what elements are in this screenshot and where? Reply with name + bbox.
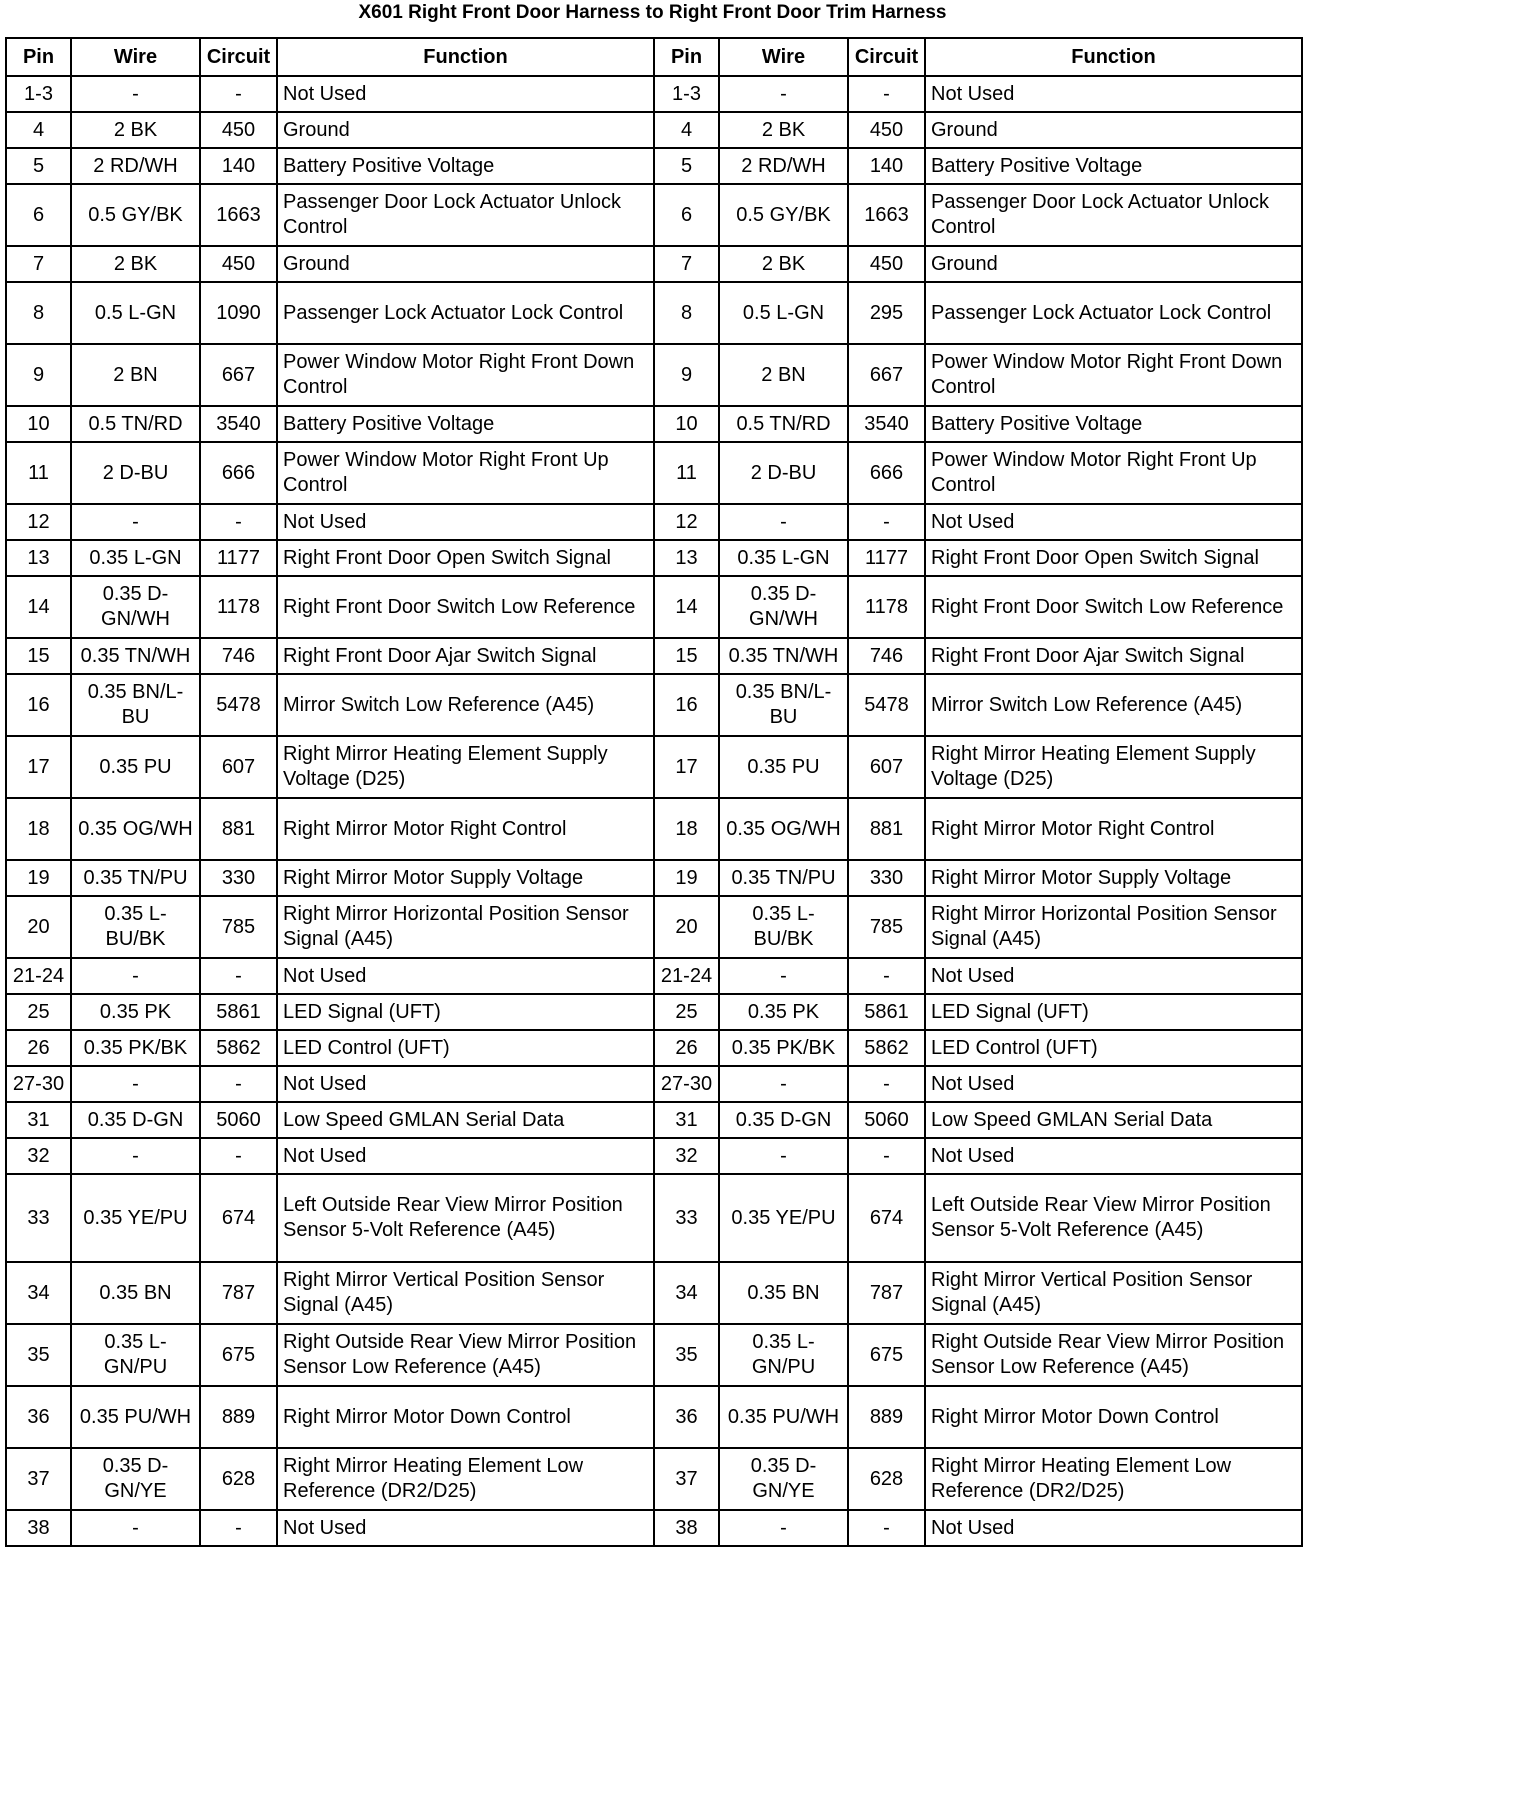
circuit-cell: 330 (200, 860, 277, 896)
pin-cell: 33 (6, 1174, 71, 1262)
circuit-cell: 746 (848, 638, 925, 674)
pin-cell: 31 (6, 1102, 71, 1138)
table-row (6, 344, 1302, 406)
wire-cell: 0.35 TN/WH (71, 638, 200, 674)
wire-cell: 0.35 D-GN/YE (719, 1448, 848, 1510)
table-row (6, 540, 1302, 576)
circuit-cell: 1090 (200, 282, 277, 344)
wire-cell: 0.35 PK/BK (71, 1030, 200, 1066)
circuit-cell: 140 (848, 148, 925, 184)
wire-cell: 0.35 L-GN/PU (71, 1324, 200, 1386)
wire-cell: 0.35 D-GN/WH (71, 576, 200, 638)
function-cell: Not Used (925, 504, 1302, 540)
function-cell: Battery Positive Voltage (925, 406, 1302, 442)
header-pin: Pin (6, 38, 71, 76)
pin-cell: 1-3 (6, 76, 71, 112)
function-cell: Right Mirror Heating Element Supply Voltage (D25) (277, 736, 654, 798)
wire-cell: 0.5 GY/BK (719, 184, 848, 246)
pin-cell: 37 (654, 1448, 719, 1510)
wire-cell: - (71, 958, 200, 994)
pin-cell: 15 (654, 638, 719, 674)
pin-cell: 25 (654, 994, 719, 1030)
circuit-cell: 330 (848, 860, 925, 896)
wire-cell: - (719, 1510, 848, 1546)
pin-cell: 31 (654, 1102, 719, 1138)
circuit-cell: 450 (200, 112, 277, 148)
wire-cell: 0.35 L-GN (719, 540, 848, 576)
circuit-cell: 3540 (848, 406, 925, 442)
pin-cell: 19 (654, 860, 719, 896)
pin-cell: 9 (654, 344, 719, 406)
table-row (6, 282, 1302, 344)
pin-cell: 32 (654, 1138, 719, 1174)
function-cell: Right Outside Rear View Mirror Position Sensor Low Reference (A45) (277, 1324, 654, 1386)
wire-cell: 0.35 PK/BK (719, 1030, 848, 1066)
circuit-cell: 140 (200, 148, 277, 184)
wire-cell: 0.5 TN/RD (71, 406, 200, 442)
circuit-cell: 450 (200, 246, 277, 282)
circuit-cell: 5060 (848, 1102, 925, 1138)
function-cell: Right Mirror Horizontal Position Sensor Signal (A45) (277, 896, 654, 958)
wire-cell: 0.35 D-GN/YE (71, 1448, 200, 1510)
header-function: Function (277, 38, 654, 76)
header-pin: Pin (654, 38, 719, 76)
circuit-cell: 666 (200, 442, 277, 504)
function-cell: Not Used (277, 504, 654, 540)
wire-cell: 2 BN (719, 344, 848, 406)
pin-cell: 13 (654, 540, 719, 576)
pin-cell: 35 (654, 1324, 719, 1386)
function-cell: Ground (925, 112, 1302, 148)
pin-cell: 12 (6, 504, 71, 540)
pin-cell: 8 (6, 282, 71, 344)
function-cell: Power Window Motor Right Front Up Control (925, 442, 1302, 504)
pin-cell: 12 (654, 504, 719, 540)
table-row (6, 442, 1302, 504)
function-cell: Not Used (925, 1066, 1302, 1102)
circuit-cell: 1178 (848, 576, 925, 638)
pin-cell: 17 (6, 736, 71, 798)
table-row (6, 1030, 1302, 1066)
wire-cell: 0.5 L-GN (71, 282, 200, 344)
function-cell: Not Used (277, 1510, 654, 1546)
table-title: X601 Right Front Door Harness to Right Front Door Trim Harness (358, 2, 947, 23)
wire-cell: - (71, 1066, 200, 1102)
pin-cell: 34 (654, 1262, 719, 1324)
circuit-cell: - (200, 958, 277, 994)
wire-cell: 2 BK (719, 246, 848, 282)
wire-cell: 0.35 PK (71, 994, 200, 1030)
pin-cell: 36 (654, 1386, 719, 1448)
function-cell: Right Mirror Heating Element Supply Voltage (D25) (925, 736, 1302, 798)
pin-cell: 5 (654, 148, 719, 184)
wire-cell: 2 RD/WH (71, 148, 200, 184)
wire-cell: 0.35 PU (719, 736, 848, 798)
function-cell: LED Signal (UFT) (925, 994, 1302, 1030)
pin-cell: 6 (654, 184, 719, 246)
function-cell: Battery Positive Voltage (277, 148, 654, 184)
pin-cell: 33 (654, 1174, 719, 1262)
circuit-cell: 666 (848, 442, 925, 504)
pin-cell: 25 (6, 994, 71, 1030)
function-cell: Right Mirror Motor Down Control (925, 1386, 1302, 1448)
circuit-cell: 674 (200, 1174, 277, 1262)
pin-cell: 4 (654, 112, 719, 148)
function-cell: Not Used (925, 1510, 1302, 1546)
table-row (6, 958, 1302, 994)
circuit-cell: 667 (200, 344, 277, 406)
pin-cell: 10 (654, 406, 719, 442)
circuit-cell: 1178 (200, 576, 277, 638)
circuit-cell: 295 (848, 282, 925, 344)
wire-cell: 0.35 YE/PU (719, 1174, 848, 1262)
wire-cell: 2 BK (71, 112, 200, 148)
pin-cell: 7 (654, 246, 719, 282)
table-row (6, 406, 1302, 442)
pin-cell: 35 (6, 1324, 71, 1386)
wire-cell: 0.35 BN/L-BU (719, 674, 848, 736)
circuit-cell: 5862 (200, 1030, 277, 1066)
function-cell: Not Used (925, 76, 1302, 112)
circuit-cell: - (200, 1510, 277, 1546)
function-cell: Battery Positive Voltage (925, 148, 1302, 184)
pin-cell: 36 (6, 1386, 71, 1448)
function-cell: Not Used (277, 1066, 654, 1102)
wire-cell: 0.5 L-GN (719, 282, 848, 344)
circuit-cell: 667 (848, 344, 925, 406)
function-cell: Right Mirror Motor Down Control (277, 1386, 654, 1448)
function-cell: LED Signal (UFT) (277, 994, 654, 1030)
wire-cell: 0.35 OG/WH (71, 798, 200, 860)
header-circuit: Circuit (848, 38, 925, 76)
header-function: Function (925, 38, 1302, 76)
circuit-cell: 450 (848, 246, 925, 282)
pin-cell: 17 (654, 736, 719, 798)
wire-cell: 2 RD/WH (719, 148, 848, 184)
function-cell: Right Mirror Vertical Position Sensor Signal (A45) (277, 1262, 654, 1324)
table-row (6, 994, 1302, 1030)
pin-cell: 11 (654, 442, 719, 504)
table-row (6, 674, 1302, 736)
circuit-cell: - (200, 1066, 277, 1102)
table-row (6, 1510, 1302, 1546)
circuit-cell: - (200, 76, 277, 112)
function-cell: Ground (925, 246, 1302, 282)
function-cell: Passenger Door Lock Actuator Unlock Control (925, 184, 1302, 246)
wire-cell: 0.35 TN/WH (719, 638, 848, 674)
circuit-cell: - (848, 1066, 925, 1102)
circuit-cell: 5862 (848, 1030, 925, 1066)
wire-cell: 0.35 PU (71, 736, 200, 798)
circuit-cell: 746 (200, 638, 277, 674)
wire-cell: - (719, 1066, 848, 1102)
circuit-cell: 5861 (848, 994, 925, 1030)
function-cell: Right Mirror Horizontal Position Sensor Signal (A45) (925, 896, 1302, 958)
function-cell: Power Window Motor Right Front Down Control (925, 344, 1302, 406)
function-cell: Power Window Motor Right Front Down Control (277, 344, 654, 406)
circuit-cell: 674 (848, 1174, 925, 1262)
wire-cell: - (71, 1510, 200, 1546)
wire-cell: 0.35 BN/L-BU (71, 674, 200, 736)
function-cell: Right Mirror Heating Element Low Reference (DR2/D25) (925, 1448, 1302, 1510)
pin-cell: 27-30 (654, 1066, 719, 1102)
function-cell: LED Control (UFT) (925, 1030, 1302, 1066)
pin-cell: 14 (654, 576, 719, 638)
function-cell: Passenger Lock Actuator Lock Control (925, 282, 1302, 344)
pin-cell: 4 (6, 112, 71, 148)
pin-cell: 26 (6, 1030, 71, 1066)
pin-cell: 27-30 (6, 1066, 71, 1102)
header-wire: Wire (71, 38, 200, 76)
wire-cell: 0.35 OG/WH (719, 798, 848, 860)
pin-cell: 20 (6, 896, 71, 958)
function-cell: Passenger Door Lock Actuator Unlock Control (277, 184, 654, 246)
circuit-cell: 607 (848, 736, 925, 798)
pin-cell: 26 (654, 1030, 719, 1066)
circuit-cell: 607 (200, 736, 277, 798)
table-row (6, 896, 1302, 958)
function-cell: Not Used (277, 1138, 654, 1174)
circuit-cell: - (200, 1138, 277, 1174)
pin-cell: 38 (654, 1510, 719, 1546)
pin-cell: 34 (6, 1262, 71, 1324)
pin-cell: 37 (6, 1448, 71, 1510)
function-cell: Power Window Motor Right Front Up Control (277, 442, 654, 504)
pin-cell: 11 (6, 442, 71, 504)
wire-cell: 0.35 TN/PU (71, 860, 200, 896)
pin-cell: 21-24 (654, 958, 719, 994)
function-cell: Right Mirror Motor Supply Voltage (277, 860, 654, 896)
wire-cell: 0.35 L-BU/BK (719, 896, 848, 958)
wire-cell: - (719, 1138, 848, 1174)
wire-cell: - (71, 1138, 200, 1174)
pin-cell: 20 (654, 896, 719, 958)
table-row (6, 1386, 1302, 1448)
table-row (6, 736, 1302, 798)
table-row (6, 76, 1302, 112)
pin-cell: 7 (6, 246, 71, 282)
circuit-cell: - (848, 1138, 925, 1174)
function-cell: Left Outside Rear View Mirror Position Sensor 5-Volt Reference (A45) (277, 1174, 654, 1262)
circuit-cell: 787 (200, 1262, 277, 1324)
pin-cell: 16 (6, 674, 71, 736)
table-row (6, 112, 1302, 148)
circuit-cell: 3540 (200, 406, 277, 442)
pin-cell: 13 (6, 540, 71, 576)
function-cell: Right Mirror Motor Right Control (277, 798, 654, 860)
pin-cell: 8 (654, 282, 719, 344)
circuit-cell: 1177 (200, 540, 277, 576)
wire-cell: 0.35 BN (71, 1262, 200, 1324)
pin-cell: 18 (654, 798, 719, 860)
table-row (6, 798, 1302, 860)
wire-cell: 0.35 L-GN/PU (719, 1324, 848, 1386)
pin-cell: 19 (6, 860, 71, 896)
function-cell: Low Speed GMLAN Serial Data (277, 1102, 654, 1138)
circuit-cell: 1663 (848, 184, 925, 246)
function-cell: Right Front Door Open Switch Signal (925, 540, 1302, 576)
wire-cell: - (71, 76, 200, 112)
circuit-cell: 785 (200, 896, 277, 958)
table-row (6, 184, 1302, 246)
function-cell: Right Front Door Switch Low Reference (277, 576, 654, 638)
table-row (6, 148, 1302, 184)
wire-cell: 0.35 L-BU/BK (71, 896, 200, 958)
table-row (6, 1448, 1302, 1510)
pin-cell: 21-24 (6, 958, 71, 994)
function-cell: Ground (277, 246, 654, 282)
table-row (6, 246, 1302, 282)
wire-cell: 0.35 YE/PU (71, 1174, 200, 1262)
table-row (6, 504, 1302, 540)
pin-cell: 10 (6, 406, 71, 442)
table-row (6, 576, 1302, 638)
table-row (6, 1066, 1302, 1102)
circuit-cell: 881 (848, 798, 925, 860)
circuit-cell: - (848, 958, 925, 994)
wire-cell: - (719, 958, 848, 994)
function-cell: LED Control (UFT) (277, 1030, 654, 1066)
pin-cell: 15 (6, 638, 71, 674)
table-row (6, 860, 1302, 896)
wire-cell: - (719, 504, 848, 540)
function-cell: Not Used (277, 76, 654, 112)
wire-cell: 0.35 L-GN (71, 540, 200, 576)
wire-cell: 0.35 PU/WH (719, 1386, 848, 1448)
function-cell: Passenger Lock Actuator Lock Control (277, 282, 654, 344)
function-cell: Right Outside Rear View Mirror Position Sensor Low Reference (A45) (925, 1324, 1302, 1386)
circuit-cell: - (848, 1510, 925, 1546)
circuit-cell: 450 (848, 112, 925, 148)
table-row (6, 1102, 1302, 1138)
function-cell: Ground (277, 112, 654, 148)
circuit-cell: 628 (200, 1448, 277, 1510)
function-cell: Right Front Door Ajar Switch Signal (925, 638, 1302, 674)
table-row (6, 1262, 1302, 1324)
circuit-cell: 889 (200, 1386, 277, 1448)
pin-cell: 38 (6, 1510, 71, 1546)
pin-cell: 6 (6, 184, 71, 246)
table-row (6, 638, 1302, 674)
circuit-cell: - (848, 76, 925, 112)
pin-cell: 5 (6, 148, 71, 184)
function-cell: Battery Positive Voltage (277, 406, 654, 442)
circuit-cell: 5478 (200, 674, 277, 736)
wire-cell: 0.35 D-GN/WH (719, 576, 848, 638)
wire-cell: 0.35 PU/WH (71, 1386, 200, 1448)
function-cell: Right Mirror Heating Element Low Reference (DR2/D25) (277, 1448, 654, 1510)
function-cell: Right Front Door Ajar Switch Signal (277, 638, 654, 674)
pin-cell: 9 (6, 344, 71, 406)
function-cell: Not Used (925, 958, 1302, 994)
circuit-cell: - (848, 504, 925, 540)
function-cell: Right Mirror Motor Supply Voltage (925, 860, 1302, 896)
wire-cell: - (719, 76, 848, 112)
header-row (6, 38, 1302, 76)
circuit-cell: 5060 (200, 1102, 277, 1138)
circuit-cell: - (200, 504, 277, 540)
circuit-cell: 675 (848, 1324, 925, 1386)
pin-cell: 16 (654, 674, 719, 736)
table-row (6, 1138, 1302, 1174)
wire-cell: 0.35 PK (719, 994, 848, 1030)
function-cell: Not Used (925, 1138, 1302, 1174)
wire-cell: 0.35 BN (719, 1262, 848, 1324)
circuit-cell: 1177 (848, 540, 925, 576)
wire-cell: 0.35 D-GN (719, 1102, 848, 1138)
wire-cell: 2 D-BU (71, 442, 200, 504)
circuit-cell: 889 (848, 1386, 925, 1448)
function-cell: Not Used (277, 958, 654, 994)
wire-cell: 0.5 TN/RD (719, 406, 848, 442)
wire-cell: 2 BN (71, 344, 200, 406)
circuit-cell: 5478 (848, 674, 925, 736)
function-cell: Right Mirror Motor Right Control (925, 798, 1302, 860)
circuit-cell: 787 (848, 1262, 925, 1324)
header-wire: Wire (719, 38, 848, 76)
function-cell: Left Outside Rear View Mirror Position Sensor 5-Volt Reference (A45) (925, 1174, 1302, 1262)
pin-cell: 32 (6, 1138, 71, 1174)
wire-cell: 0.35 D-GN (71, 1102, 200, 1138)
function-cell: Right Front Door Switch Low Reference (925, 576, 1302, 638)
wire-cell: 0.5 GY/BK (71, 184, 200, 246)
circuit-cell: 5861 (200, 994, 277, 1030)
function-cell: Mirror Switch Low Reference (A45) (925, 674, 1302, 736)
table-row (6, 1324, 1302, 1386)
wire-cell: 2 BK (71, 246, 200, 282)
function-cell: Mirror Switch Low Reference (A45) (277, 674, 654, 736)
pin-cell: 14 (6, 576, 71, 638)
wire-cell: - (71, 504, 200, 540)
pin-cell: 18 (6, 798, 71, 860)
pinout-table (5, 37, 1303, 1547)
function-cell: Low Speed GMLAN Serial Data (925, 1102, 1302, 1138)
header-circuit: Circuit (200, 38, 277, 76)
table-row (6, 1174, 1302, 1262)
function-cell: Right Front Door Open Switch Signal (277, 540, 654, 576)
circuit-cell: 675 (200, 1324, 277, 1386)
pin-cell: 1-3 (654, 76, 719, 112)
circuit-cell: 628 (848, 1448, 925, 1510)
circuit-cell: 785 (848, 896, 925, 958)
circuit-cell: 881 (200, 798, 277, 860)
wire-cell: 2 D-BU (719, 442, 848, 504)
circuit-cell: 1663 (200, 184, 277, 246)
wire-cell: 2 BK (719, 112, 848, 148)
wire-cell: 0.35 TN/PU (719, 860, 848, 896)
function-cell: Right Mirror Vertical Position Sensor Signal (A45) (925, 1262, 1302, 1324)
